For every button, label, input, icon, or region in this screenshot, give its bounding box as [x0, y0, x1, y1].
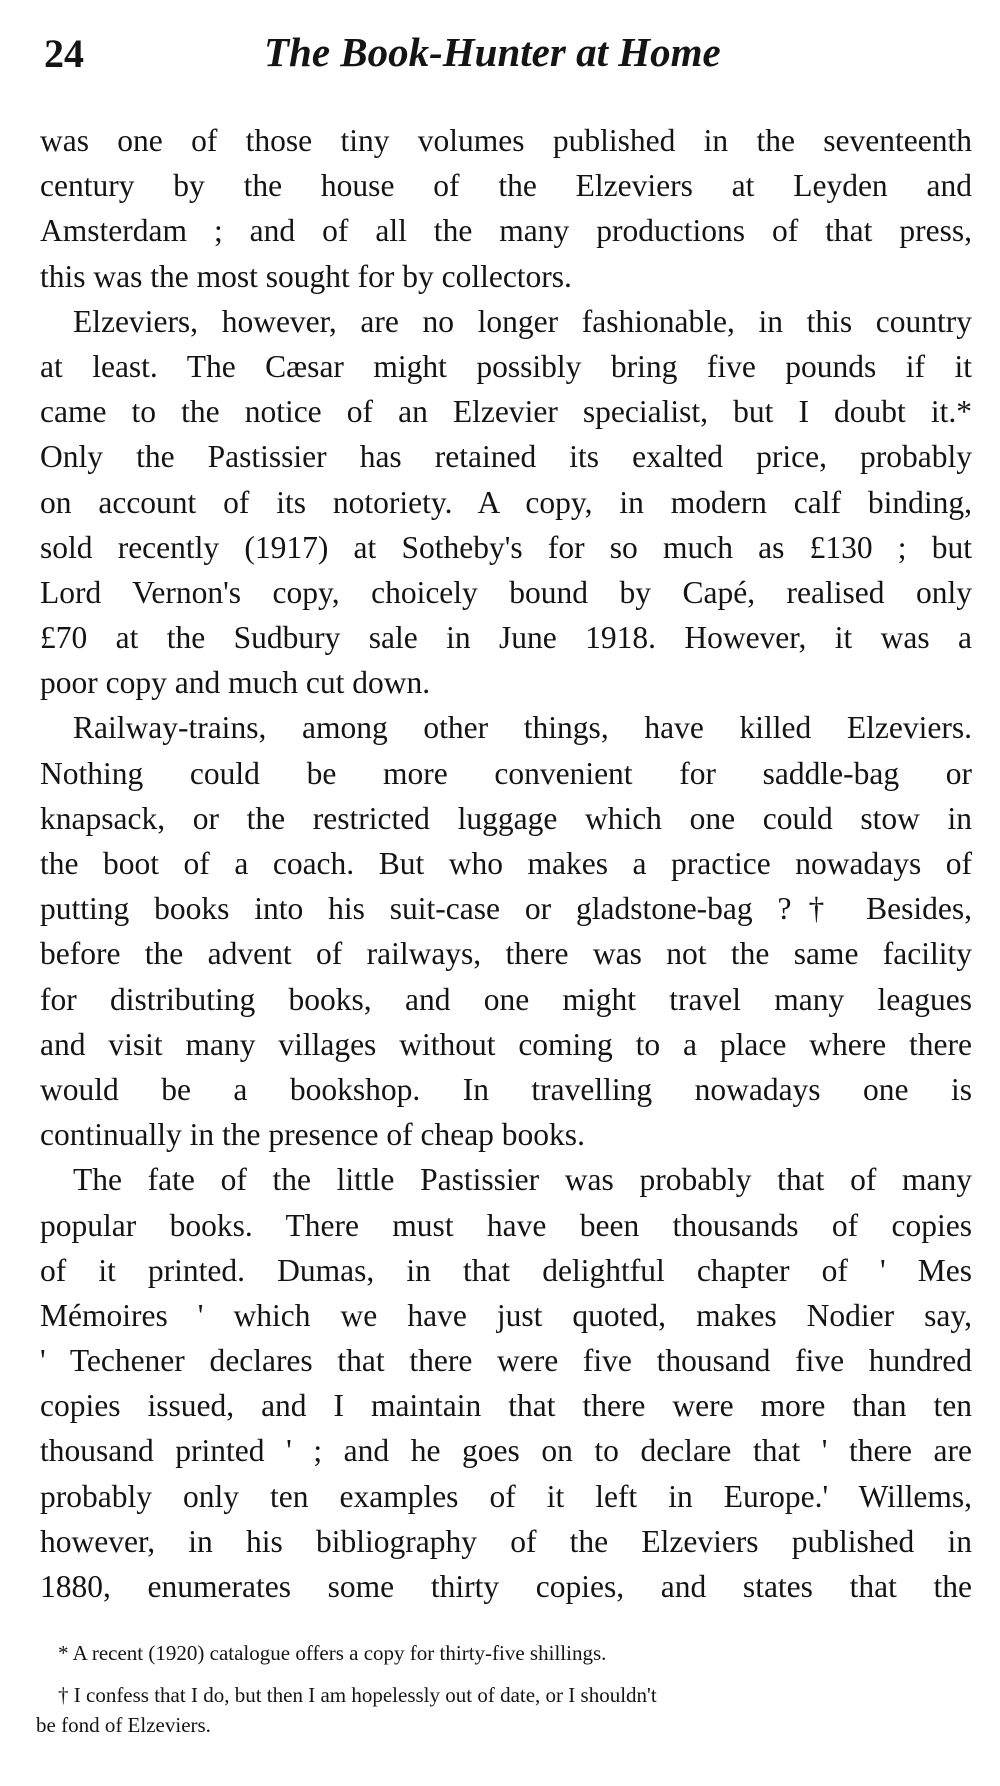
text-line: would be a bookshop. In travelling nowadays one is	[40, 1071, 972, 1107]
text-line: for distributing books, and one might travel many leagues	[40, 981, 972, 1017]
text-line: popular books. There must have been thousands of copies	[40, 1207, 972, 1243]
text-line: of it printed. Dumas, in that delightful chapter of ' Mes	[40, 1252, 972, 1288]
text-line: Amsterdam ; and of all the many productions of that press,	[40, 213, 972, 249]
footnote-dagger-line: † I confess that I do, but then I am hopelessly out of date, or I shouldn't	[58, 1683, 657, 1707]
text-line: continually in the presence of cheap books.	[40, 1117, 585, 1153]
text-line: on account of its notoriety. A copy, in modern calf binding,	[40, 484, 972, 520]
text-line: putting books into his suit-case or gladstone-bag ?† Besides,	[40, 891, 972, 927]
text-line: ' Techener declares that there were five thousand five hundred	[40, 1343, 972, 1379]
text-line: before the advent of railways, there was not the same facility	[40, 936, 972, 972]
footnotes	[36, 1638, 976, 1740]
text-line: 1880, enumerates some thirty copies, and states that the	[40, 1569, 972, 1604]
text-line: Mémoires ' which we have just quoted, makes Nodier say,	[40, 1297, 972, 1333]
footnote-star: * A recent (1920) catalogue offers a copy for thirty-five shillings.	[58, 1641, 607, 1665]
text-line: Elzeviers, however, are no longer fashionable, in this country	[73, 303, 972, 339]
text-line: the boot of a coach. But who makes a practice nowadays of	[40, 846, 972, 881]
text-line: Only the Pastissier has retained its exalted price, probably	[40, 439, 972, 475]
text-line: however, in his bibliography of the Elzeviers published in	[40, 1523, 972, 1559]
text-line: came to the notice of an Elzevier specialist, but I doubt it.*	[40, 394, 972, 430]
text-line: Lord Vernon's copy, choicely bound by Capé, realised only	[40, 574, 972, 610]
text-line: knapsack, or the restricted luggage which one could stow in	[40, 800, 972, 836]
running-title: The Book-Hunter at Home	[264, 29, 721, 75]
text-line: sold recently (1917) at Sotheby's for so much as £130 ; but	[40, 529, 972, 565]
text-line: thousand printed ' ; and he goes on to declare that ' there are	[40, 1433, 972, 1469]
text-line: century by the house of the Elzeviers at Leyden and	[40, 168, 972, 204]
text-line: this was the most sought for by collectors.	[40, 258, 572, 294]
page-number: 24	[44, 31, 84, 76]
text-line: Railway-trains, among other things, have killed Elzeviers.	[73, 710, 972, 746]
page-header	[44, 30, 964, 90]
text-line: Nothing could be more convenient for saddle-bag or	[40, 755, 972, 791]
text-line: and visit many villages without coming to a place where there	[40, 1026, 972, 1062]
text-line: poor copy and much cut down.	[40, 665, 431, 701]
text-line: was one of those tiny volumes published in the seventeenth	[40, 123, 972, 158]
body-text	[40, 118, 972, 1609]
text-line: probably only ten examples of it left in Europe.' Willems,	[40, 1478, 972, 1514]
text-line: copies issued, and I maintain that there were more than ten	[40, 1388, 972, 1424]
text-line: £70 at the Sudbury sale in June 1918. However, it was a	[40, 620, 972, 656]
footnote-dagger-line: be fond of Elzeviers.	[36, 1713, 211, 1737]
text-line: The fate of the little Pastissier was probably that of many	[73, 1162, 972, 1198]
text-line: at least. The Cæsar might possibly bring five pounds if it	[40, 348, 972, 384]
